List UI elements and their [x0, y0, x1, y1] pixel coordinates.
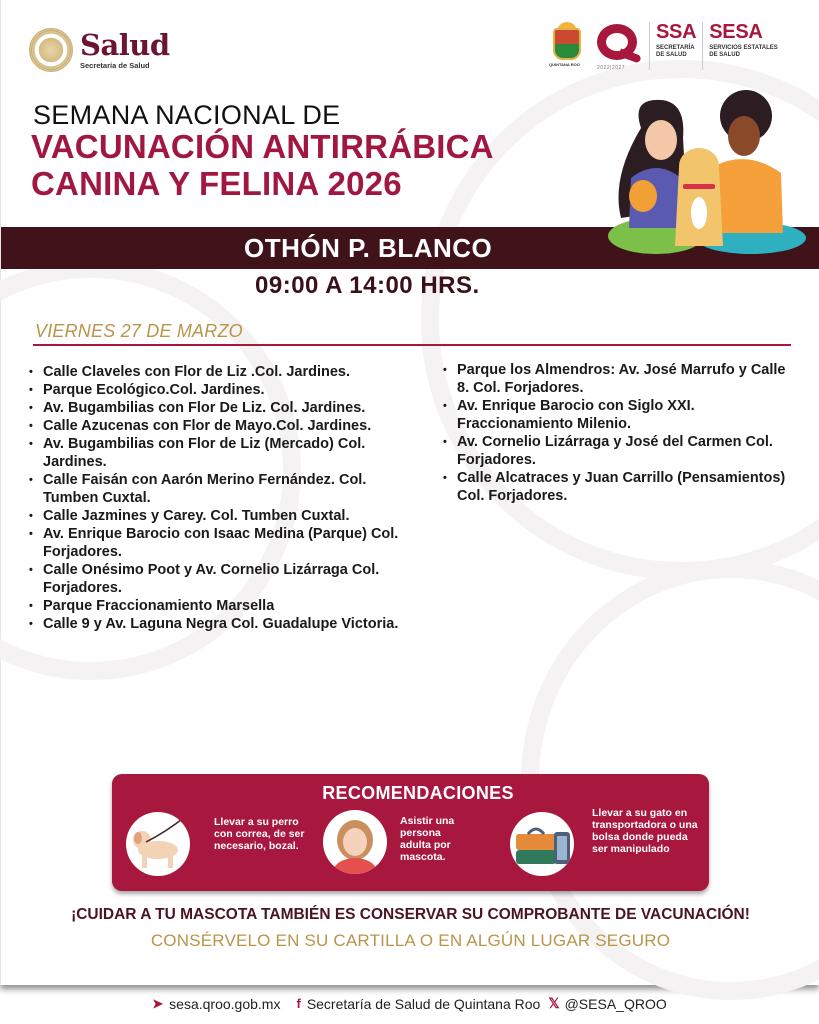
adult-person-icon: [323, 810, 387, 874]
pet-carrier-icon: [510, 812, 574, 876]
ssa-logo: [656, 22, 696, 59]
divider: [649, 22, 650, 70]
ssa-name-line2: DE SALUD: [656, 52, 687, 58]
location-item: • Av. Enrique Barocio con Isaac Medina (Parque) Col. Forjadores.: [29, 525, 399, 561]
location-item: • Av. Bugambilias con Flor De Liz. Col. Jardines.: [29, 399, 399, 417]
location-item: • Av. Bugambilias con Flor de Liz (Mercado) Col. Jardines.: [29, 435, 399, 471]
location-item: • Calle Faisán con Aarón Merino Fernández. Col. Tumben Cuxtal.: [29, 471, 399, 507]
sesa-name-line1: SERVICIOS ESTATALES: [709, 45, 778, 51]
brand-name: Salud: [80, 28, 170, 62]
x-handle-text: @SESA_QROO: [564, 995, 667, 1012]
recommendation-text: Llevar a su perro con correa, de ser necesario, bozal.: [214, 816, 305, 852]
locations-list-left: [29, 363, 399, 633]
x-link[interactable]: [548, 995, 666, 1012]
recommendations-title: RECOMENDACIONES: [322, 783, 514, 803]
family-with-pets-illustration: [601, 88, 811, 260]
location-item: • Calle 9 y Av. Laguna Negra Col. Guadalupe Victoria.: [29, 615, 399, 633]
location-item: • Calle Alcatraces y Juan Carrillo (Pensamientos) Col. Forjadores.: [443, 469, 793, 505]
location-item: • Calle Onésimo Poot y Av. Cornelio Lizárraga Col. Forjadores.: [29, 561, 399, 597]
location-item: • Av. Enrique Barocio con Siglo XXI. Fraccionamiento Milenio.: [443, 397, 793, 433]
website-text: sesa.qroo.gob.mx: [169, 995, 281, 1012]
locations-list-right: [443, 361, 793, 505]
facebook-text: Secretaría de Salud de Quintana Roo: [306, 995, 541, 1012]
title-main: [31, 128, 494, 202]
location-item: • Calle Claveles con Flor de Liz .Col. Jardines.: [29, 363, 399, 381]
dog-chest: [691, 197, 707, 229]
slogan: ¡CUIDAR A TU MASCOTA TAMBIÉN ES CONSERVAR SU COMPROBANTE DE VACUNACIÓN!: [71, 906, 750, 923]
ssa-name-line1: SECRETARÍA: [656, 45, 695, 51]
state-label: QUINTANA ROO: [549, 62, 580, 67]
title-line2: VACUNACIÓN ANTIRRÁBICA: [31, 128, 494, 165]
national-seal-icon: [29, 28, 73, 72]
date-divider: [33, 344, 791, 346]
recommendation-text: Asistir una persona adulta por mascota.: [400, 815, 455, 863]
event-date: VIERNES 27 DE MARZO: [35, 321, 243, 341]
woman-face: [645, 120, 677, 160]
title-line1: SEMANA NACIONAL DE: [33, 100, 341, 130]
sesa-acronym: SESA: [709, 21, 763, 43]
man-face: [728, 116, 760, 156]
municipality-name: OTHÓN P. BLANCO: [244, 233, 493, 263]
cursor-arrow-icon: ➤: [152, 995, 164, 1011]
quintana-roo-shield-icon: [551, 22, 583, 66]
q-government-logo-icon: [595, 22, 643, 72]
ssa-acronym: SSA: [656, 21, 697, 43]
location-item: • Parque Fraccionamiento Marsella: [29, 597, 399, 615]
recommendation-text: Llevar a su gato en transportadora o una bolsa donde pueda ser manipulado: [592, 807, 698, 855]
dog-collar: [683, 184, 715, 189]
facebook-link[interactable]: [296, 996, 540, 1012]
website-link[interactable]: [152, 996, 280, 1012]
footer: [0, 995, 819, 1012]
salud-logo: [29, 28, 170, 72]
location-item: • Av. Cornelio Lizárraga y José del Carmen Col. Forjadores.: [443, 433, 793, 469]
slogan-subtitle: CONSÉRVELO EN SU CARTILLA O EN ALGÚN LUGAR SEGURO: [150, 931, 671, 950]
divider: [702, 22, 703, 70]
x-icon: 𝕏: [548, 995, 560, 1011]
location-item: • Calle Jazmines y Carey. Col. Tumben Cuxtal.: [29, 507, 399, 525]
cat: [629, 180, 657, 212]
partner-logos: [551, 22, 778, 72]
location-item: • Calle Azucenas con Flor de Mayo.Col. Jardines.: [29, 417, 399, 435]
sesa-name-line2: DE SALUD: [709, 52, 740, 58]
brand-subtitle: Secretaría de Salud: [80, 61, 150, 70]
government-years: 2022|2027: [597, 65, 626, 71]
sesa-logo: [709, 22, 778, 59]
location-item: • Parque Ecológico.Col. Jardines.: [29, 381, 399, 399]
dog-on-leash-icon: [126, 812, 190, 876]
dog-head: [679, 148, 719, 184]
schedule-hours: 09:00 A 14:00 HRS.: [255, 272, 480, 299]
recommendations-panel: [112, 774, 709, 891]
title-line3: CANINA Y FELINA 2026: [31, 165, 402, 202]
facebook-icon: f: [296, 996, 301, 1011]
location-item: • Parque los Almendros: Av. José Marrufo y Calle 8. Col. Forjadores.: [443, 361, 793, 397]
